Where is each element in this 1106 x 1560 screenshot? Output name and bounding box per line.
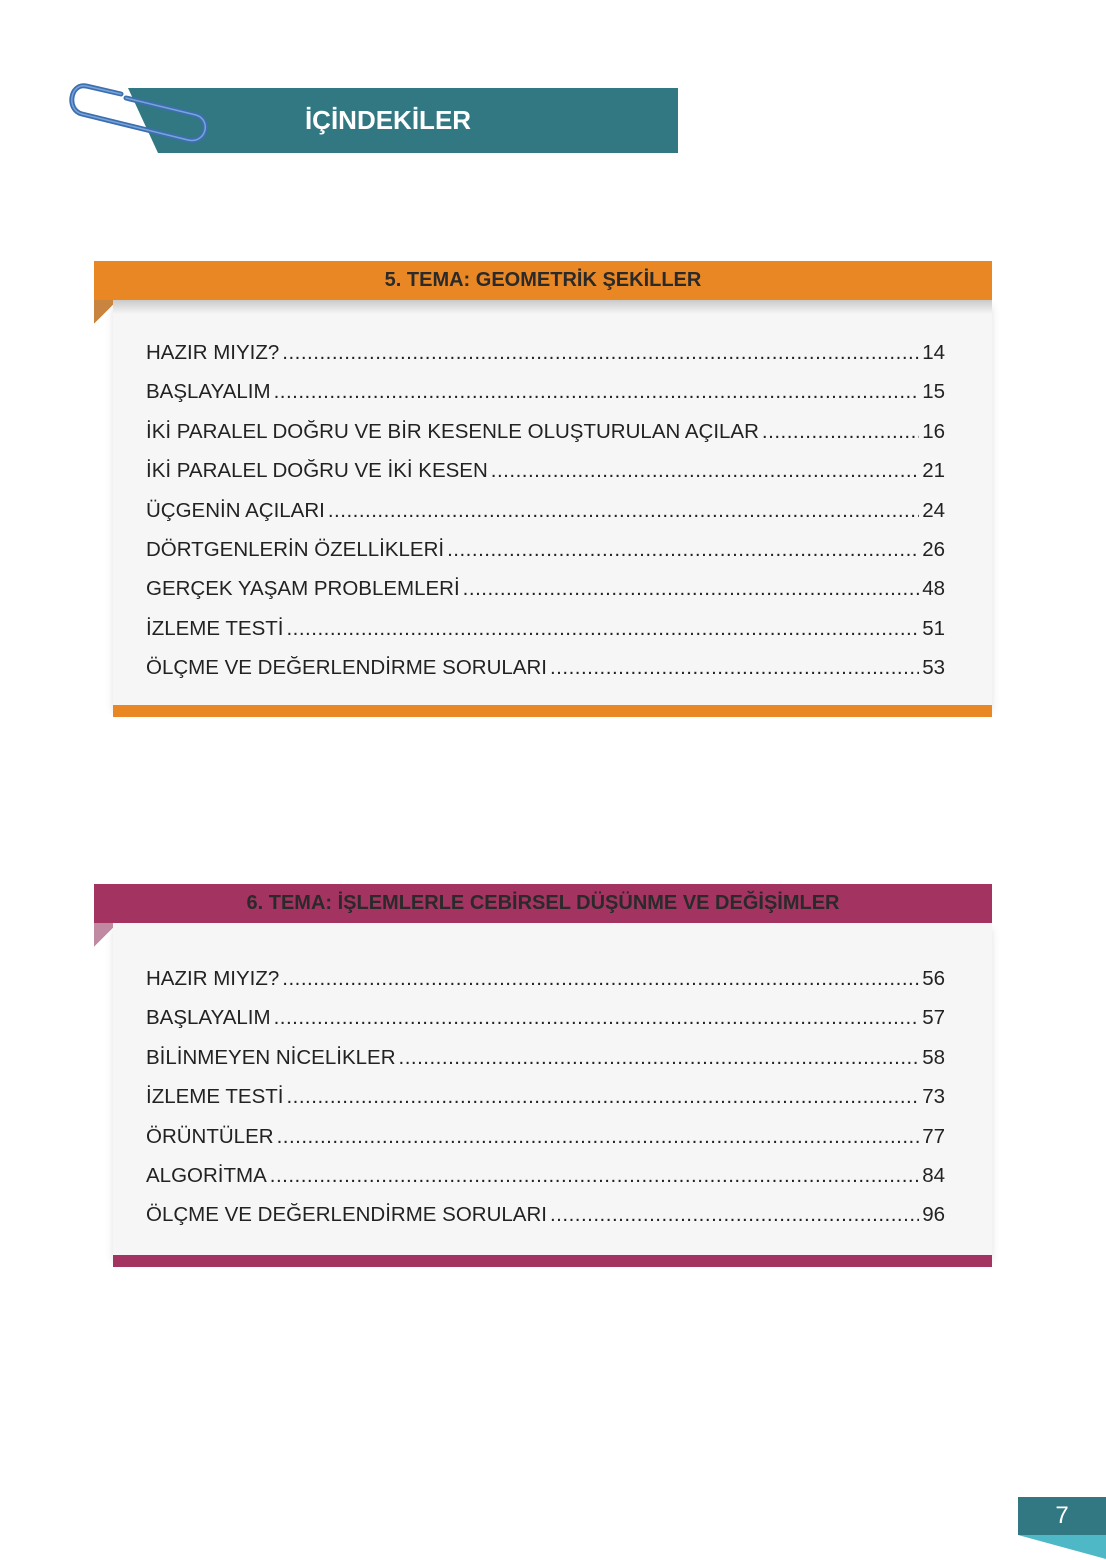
dot-leader [286, 1085, 919, 1109]
page-number-tab [1018, 1535, 1106, 1559]
dot-leader [550, 1203, 919, 1227]
dot-leader [550, 656, 919, 680]
section-6-bottom-bar [113, 1255, 992, 1267]
section-5-bottom-bar [113, 705, 992, 717]
toc-entry[interactable] [146, 1040, 945, 1070]
toc-entry-page: 57 [922, 1006, 945, 1030]
toc-entry-label: DÖRTGENLERİN ÖZELLİKLERİ [146, 538, 445, 561]
toc-entry-page: 21 [922, 459, 945, 483]
toc-entry-label: İKİ PARALEL DOĞRU VE İKİ KESEN [146, 459, 488, 483]
dot-leader [274, 380, 920, 404]
dot-leader [282, 967, 919, 991]
toc-entry-page: 56 [922, 967, 945, 990]
toc-entry-page: 16 [922, 419, 945, 443]
toc-entry[interactable] [146, 374, 945, 404]
toc-entry[interactable] [146, 414, 945, 444]
toc-entry-page: 73 [922, 1085, 945, 1109]
toc-entry[interactable] [146, 1158, 945, 1188]
toc-entry[interactable] [146, 611, 945, 641]
section-5-header: 5. TEMA: GEOMETRİK ŞEKİLLER [94, 261, 992, 300]
toc-entry-label: ÜÇGENİN AÇILARI [146, 498, 325, 522]
toc-entry-label: İZLEME TESTİ [146, 1085, 284, 1109]
toc-entry-page: 14 [922, 341, 945, 364]
toc-entry-page: 51 [922, 616, 945, 640]
toc-entry[interactable] [146, 1197, 945, 1227]
toc-entry-page: 84 [922, 1164, 945, 1187]
toc-entry[interactable] [146, 453, 945, 483]
toc-entry-label: BAŞLAYALIM [146, 1006, 271, 1030]
toc-entry[interactable] [146, 571, 945, 601]
dot-leader [463, 577, 920, 601]
header-fold [94, 300, 113, 328]
toc-entry[interactable] [146, 335, 945, 365]
toc-entry[interactable] [146, 1119, 945, 1149]
toc-entry-label: BİLİNMEYEN NİCELİKLER [146, 1045, 396, 1069]
page-number: 7 [1018, 1497, 1106, 1535]
toc-entry-label: ÖLÇME VE DEĞERLENDİRME SORULARI [146, 1203, 547, 1227]
toc-entry-page: 15 [922, 380, 945, 404]
toc-entry-page: 26 [922, 538, 945, 561]
toc-entry-label: İKİ PARALEL DOĞRU VE BİR KESENLE OLUŞTURULAN AÇILAR [146, 419, 759, 443]
section-6-header: 6. TEMA: İŞLEMLERLE CEBİRSEL DÜŞÜNME VE DEĞİŞİMLER [94, 884, 992, 923]
toc-entry-page: 24 [922, 498, 945, 522]
page-title: İÇİNDEKİLER [304, 105, 472, 135]
toc-entry-page: 96 [922, 1203, 945, 1227]
toc-entry[interactable] [146, 1000, 945, 1030]
toc-entry-label: BAŞLAYALIM [146, 380, 271, 404]
dot-leader [282, 341, 919, 365]
toc-entry[interactable] [146, 1079, 945, 1109]
dot-leader [762, 420, 919, 444]
toc-entry[interactable] [146, 493, 945, 523]
toc-entry-label: İZLEME TESTİ [146, 616, 284, 640]
dot-leader [328, 499, 919, 523]
toc-entry[interactable] [146, 650, 945, 680]
dot-leader [270, 1164, 919, 1188]
toc-entry-label: ÖLÇME VE DEĞERLENDİRME SORULARI [146, 656, 547, 680]
toc-entry-page: 58 [922, 1045, 945, 1069]
toc-entry-page: 48 [922, 577, 945, 601]
toc-entry-label: HAZIR MIYIZ? [146, 341, 280, 364]
dot-leader [274, 1006, 920, 1030]
toc-entry-page: 77 [922, 1124, 945, 1148]
dot-leader [447, 538, 919, 562]
toc-entry-label: HAZIR MIYIZ? [146, 967, 280, 990]
dot-leader [286, 617, 919, 641]
header-fold [94, 923, 113, 951]
paperclip-icon [66, 80, 216, 160]
toc-entry[interactable] [146, 961, 945, 991]
dot-leader [399, 1046, 920, 1070]
dot-leader [277, 1125, 920, 1149]
toc-entry-page: 53 [922, 656, 945, 680]
toc-entry-label: ALGORİTMA [146, 1164, 267, 1187]
toc-entry[interactable] [146, 532, 945, 562]
dot-leader [491, 459, 919, 483]
toc-entry-label: ÖRÜNTÜLER [146, 1124, 274, 1148]
toc-entry-label: GERÇEK YAŞAM PROBLEMLERİ [146, 577, 460, 601]
